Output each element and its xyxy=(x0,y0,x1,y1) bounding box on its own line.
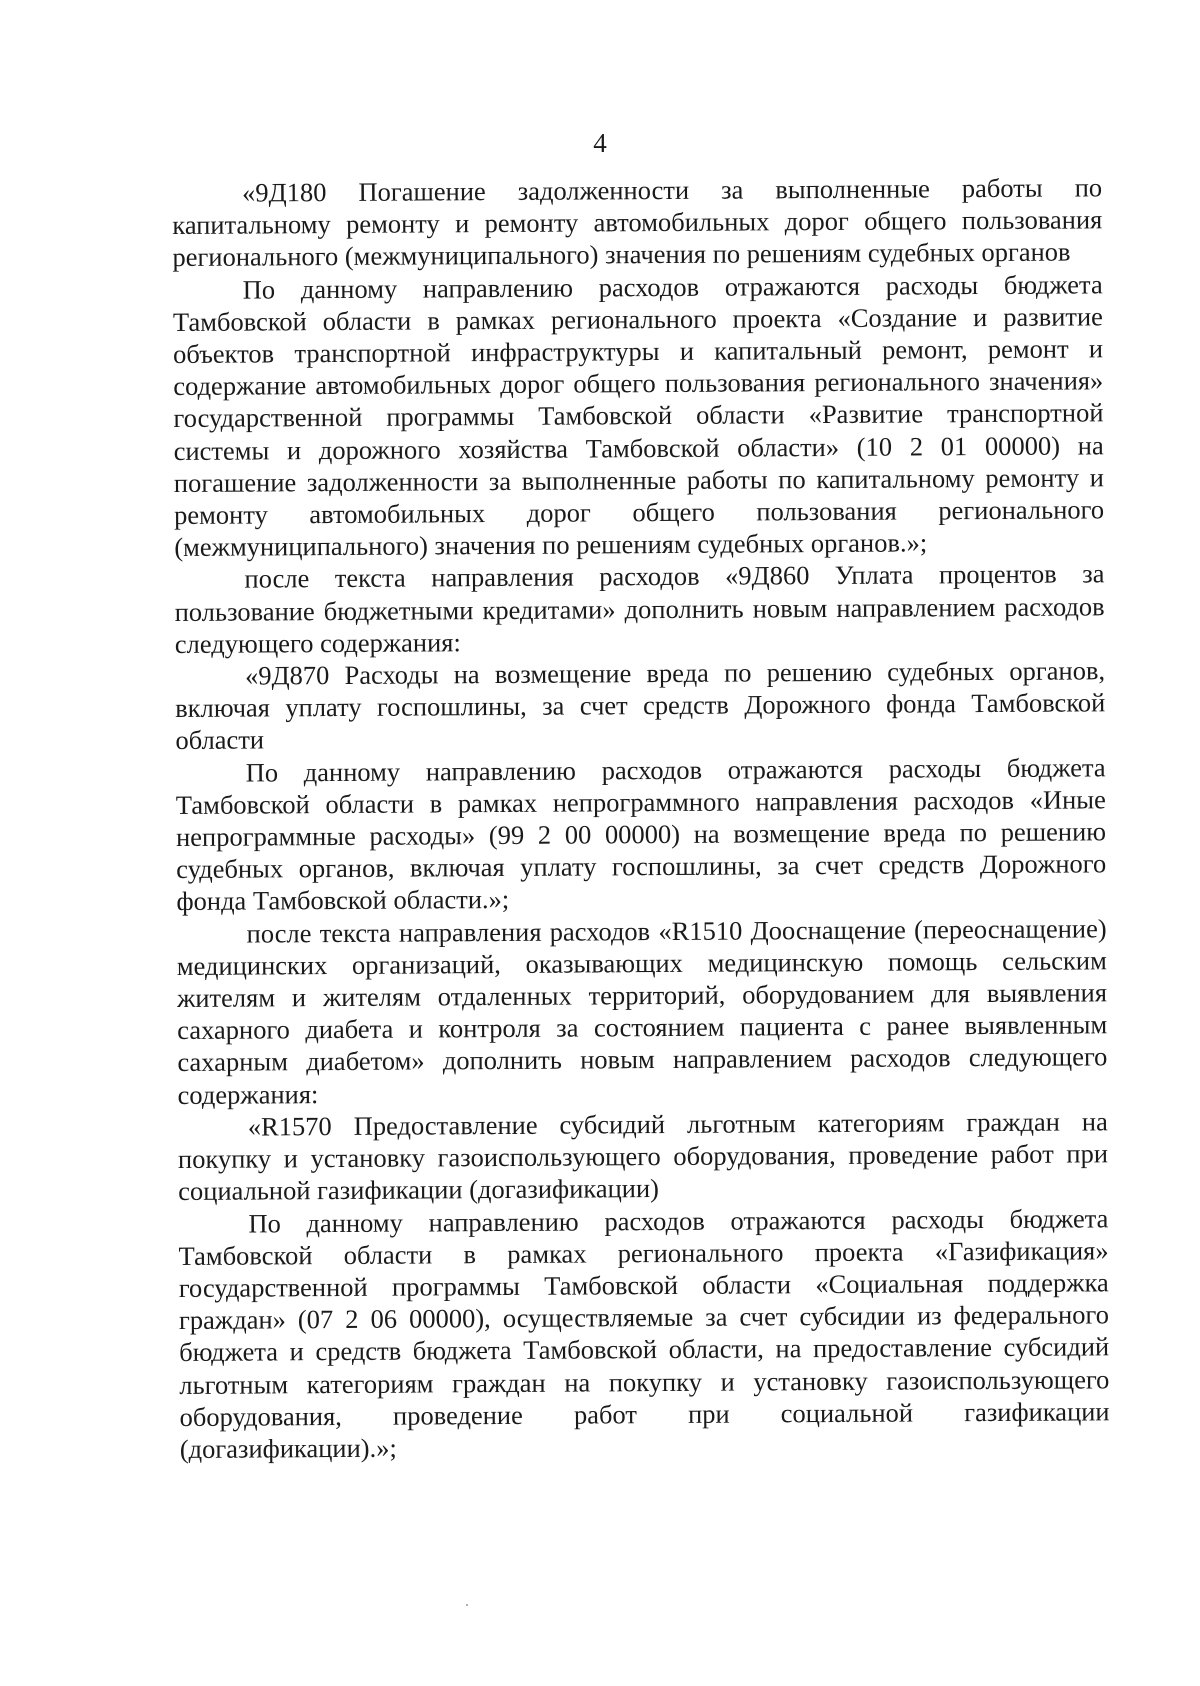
paragraph-r1570-title: «R1570 Предоставление субсидий льготным категориям граждан на покупку и установку газоиспользующего оборудования, проведение работ при социальной газификации (догазификации) xyxy=(177,1106,1109,1207)
paragraph-9d180-description: По данному направлению расходов отражаются расходы бюджета Тамбовской области в рамках регионального проекта «Создание и развитие объектов транспортной инфраструктуры и капитальный ремонт, ремонт и содержание автомобильных дорог общего пользования регионального значения» государственной программы Тамбовской области «Развитие транспортной системы и дорожного хозяйства Тамбовской области» (10 2 01 00000) на погашение задолженности за выполненные работы по капитальному ремонту и ремонту автомобильных дорог общего пользования регионального (межмуниципального) значения по решениям судебных органов.»; xyxy=(172,268,1105,563)
page-number: 4 xyxy=(593,128,607,158)
scan-speck xyxy=(466,1604,468,1606)
paragraph-9d180-title: «9Д180 Погашение задолженности за выполненные работы по капитальному ремонту и ремонту автомобильных дорог общего пользования регионального (межмуниципального) значения по решениям судебных органов xyxy=(172,172,1103,273)
paragraph-insert-after-9d860: после текста направления расходов «9Д860 Уплата процентов за пользование бюджетными кредитами» дополнить новым направлением расходов следующего содержания: xyxy=(174,558,1105,659)
document-body xyxy=(172,171,1110,1465)
paragraph-insert-after-r1510: после текста направления расходов «R1510 Дооснащение (переоснащение) медицинских организаций, оказывающих медицинскую помощь сельским жителям и жителям отдаленных территорий, оборудованием для выявления сахарного диабета и контроля за состоянием пациента с ранее выявленным сахарным диабетом» дополнить новым направлением расходов следующего содержания: xyxy=(176,912,1108,1110)
paragraph-9d870-description: По данному направлению расходов отражаются расходы бюджета Тамбовской области в рамках непрограммного направления расходов «Иные непрограммные расходы» (99 2 00 00000) на возмещение вреда по решению судебных органов, включая уплату госпошлины, за счет средств Дорожного фонда Тамбовской области.»; xyxy=(175,751,1107,917)
paragraph-9d870-title: «9Д870 Расходы на возмещение вреда по решению судебных органов, включая уплату госпошлины, за счет средств Дорожного фонда Тамбовской области xyxy=(175,655,1106,756)
paragraph-r1570-description: По данному направлению расходов отражаются расходы бюджета Тамбовской области в рамках регионального проекта «Газификация» государственной программы Тамбовской области «Социальная поддержка граждан» (07 2 06 00000), осуществляемые за счет субсидии из федерального бюджета и средств бюджета Тамбовской области, на предоставление субсидий льготным категориям граждан на покупку и установку газоиспользующего оборудования, проведение работ при социальной газификации (догазификации).»; xyxy=(178,1202,1110,1464)
